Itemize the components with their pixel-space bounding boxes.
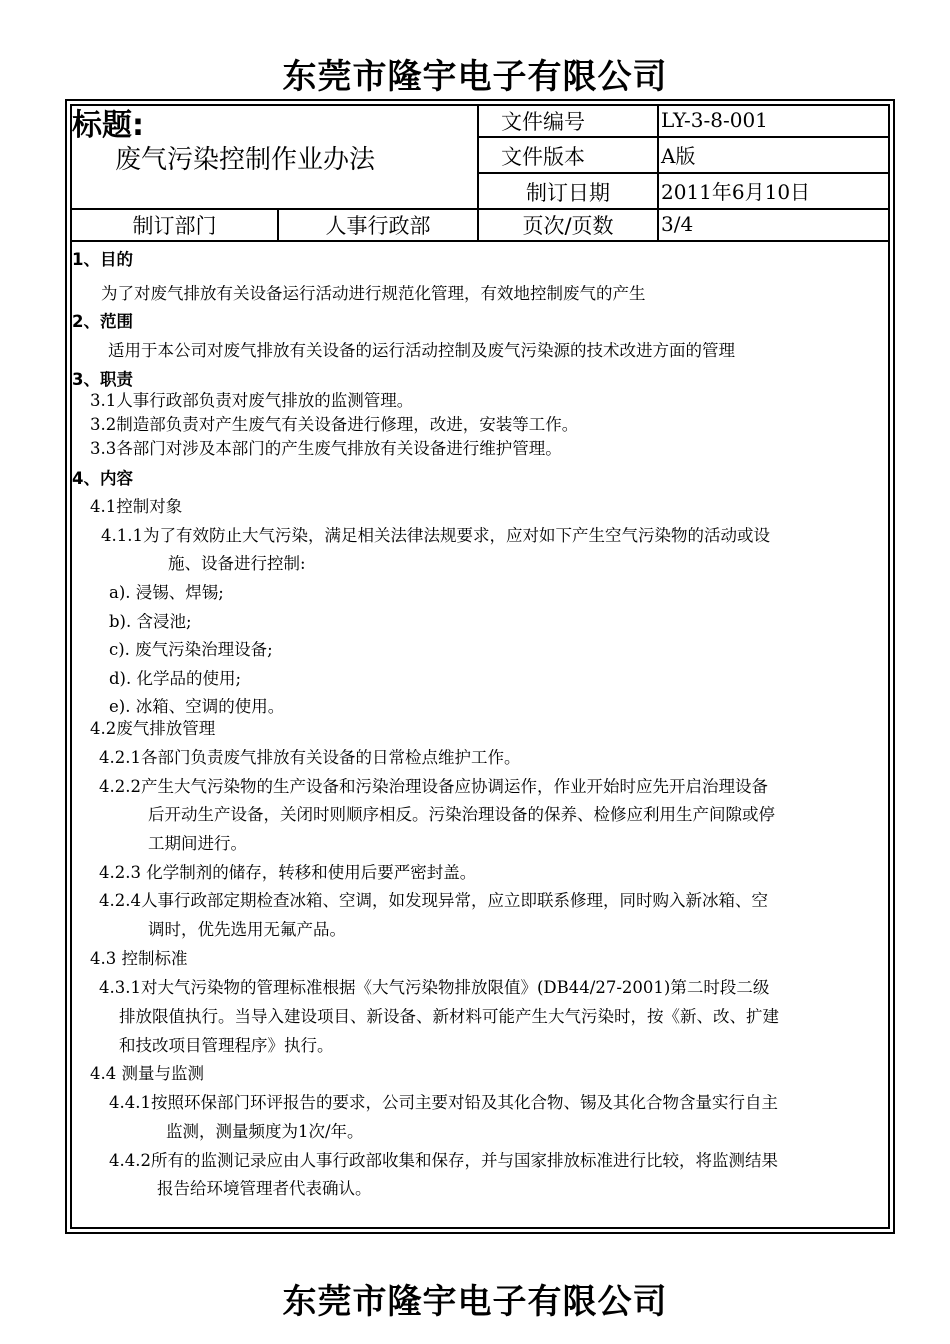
- section-4-3-1-line-2: 排放限值执行。当导入建设项目、新设备、新材料可能产生大气污染时，按《新、改、扩建: [119, 1007, 779, 1026]
- section-4-2-2-line-2: 后开动生产设备，关闭时则顺序相反。污染治理设备的保养、检修应利用生产间隙或停: [148, 805, 775, 824]
- section-3-3: 3.3各部门对涉及本部门的产生废气排放有关设备进行维护管理。: [90, 439, 562, 458]
- section-4-4-2-line-1: 4.4.2所有的监测记录应由人事行政部收集和保存，并与国家排放标准进行比较，将监测结果: [109, 1151, 778, 1170]
- section-4-2-2-line-3: 工期间进行。: [148, 834, 247, 853]
- list-item-e: e). 冰箱、空调的使用。: [109, 697, 285, 716]
- date-label: 制订日期: [526, 181, 610, 205]
- section-4-3-1-line-1: 4.3.1对大气污染物的管理标准根据《大气污染物排放限值》(DB44/27-2001)第二时段二级: [99, 978, 770, 997]
- section-4-2-2-line-1: 4.2.2产生大气污染物的生产设备和污染治理设备应协调运作，作业开始时应先开启治理设备: [99, 777, 768, 796]
- page-value: 3/4: [661, 212, 694, 236]
- page-label: 页次/页数: [522, 214, 614, 238]
- section-3-1: 3.1人事行政部负责对废气排放的监测管理。: [90, 391, 414, 410]
- section-4-3: 4.3 控制标准: [90, 949, 188, 968]
- company-name-top: 东莞市隆宇电子有限公司: [282, 57, 668, 97]
- section-4-3-1-line-3: 和技改项目管理程序》执行。: [119, 1036, 334, 1055]
- section-4-4-1-line-1: 4.4.1按照环保部门环评报告的要求，公司主要对铅及其化合物、锡及其化合物含量实行自主: [109, 1093, 778, 1112]
- document-title: 废气污染控制作业办法: [115, 145, 376, 175]
- section-2-title: 2、范围: [72, 312, 133, 331]
- section-2-text: 适用于本公司对废气排放有关设备的运行活动控制及废气污染源的技术改进方面的管理: [108, 341, 735, 360]
- dept-value: 人事行政部: [325, 214, 431, 238]
- section-4-1-1-line-2: 施、设备进行控制:: [168, 554, 306, 573]
- section-4-4-1-line-2: 监测，测量频度为1次/年。: [166, 1122, 364, 1141]
- version-value: A版: [661, 144, 696, 168]
- section-4-2: 4.2废气排放管理: [90, 719, 216, 738]
- section-4-2-3: 4.2.3 化学制剂的储存，转移和使用后要严密封盖。: [99, 863, 477, 882]
- section-1-text: 为了对废气排放有关设备运行活动进行规范化管理，有效地控制废气的产生: [101, 284, 646, 303]
- list-item-b: b). 含浸池;: [109, 612, 192, 631]
- section-4-1: 4.1控制对象: [90, 497, 183, 516]
- company-name-bottom: 东莞市隆宇电子有限公司: [282, 1282, 668, 1322]
- doc-no-label: 文件编号: [501, 110, 585, 134]
- section-1-title: 1、目的: [72, 250, 133, 269]
- section-4-title: 4、内容: [72, 469, 133, 488]
- list-item-c: c). 废气污染治理设备;: [109, 640, 273, 659]
- section-4-4-2-line-2: 报告给环境管理者代表确认。: [157, 1179, 372, 1198]
- section-3-2: 3.2制造部负责对产生废气有关设备进行修理，改进，安装等工作。: [90, 415, 579, 434]
- dept-label: 制订部门: [132, 214, 217, 238]
- date-value: 2011年6月10日: [661, 180, 811, 204]
- title-label: 标题:: [72, 108, 144, 143]
- section-4-2-1: 4.2.1各部门负责废气排放有关设备的日常检点维护工作。: [99, 748, 521, 767]
- version-label: 文件版本: [501, 145, 585, 169]
- section-4-1-1-line-1: 4.1.1为了有效防止大气污染，满足相关法律法规要求，应对如下产生空气污染物的活动或设: [101, 526, 770, 545]
- section-4-2-4-line-1: 4.2.4人事行政部定期检查冰箱、空调，如发现异常，应立即联系修理，同时购入新冰箱、空: [99, 891, 768, 910]
- section-4-4: 4.4 测量与监测: [90, 1064, 204, 1083]
- section-3-title: 3、职责: [72, 370, 133, 389]
- section-4-2-4-line-2: 调时，优先选用无氟产品。: [148, 920, 346, 939]
- doc-no-value: LY-3-8-001: [661, 108, 768, 132]
- list-item-a: a). 浸锡、焊锡;: [109, 583, 224, 602]
- list-item-d: d). 化学品的使用;: [109, 669, 242, 688]
